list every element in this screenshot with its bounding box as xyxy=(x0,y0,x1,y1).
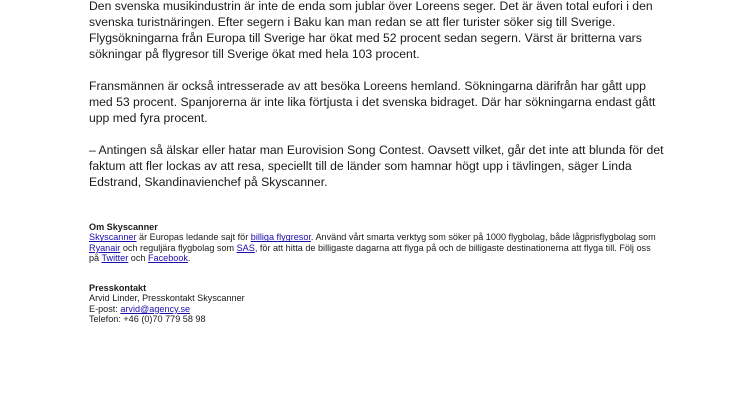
skyscanner-link[interactable]: Skyscanner xyxy=(89,232,137,243)
article-paragraph-2: Fransmännen är också intresserade av att besöka Loreens hemland. Sökningarna därifrån har gått upp med 53 procent. Spanjorerna är inte lika förtjusta i det svenska bidraget. Där har sökningarna endast gått upp med fyra procent. xyxy=(89,79,656,125)
about-heading: Om Skyscanner xyxy=(89,222,158,232)
ryanair-link[interactable]: Ryanair xyxy=(89,242,121,253)
article-paragraph-3: – Antingen så älskar eller hatar man Eurovision Song Contest. Oavsett vilket, går det inte att blunda för det faktum att fler lockas av att resa, speciellt till de länder som hamnar högt upp i tävlingen, säger Linda Edstrand, Skandinavienchef på Skyscanner. xyxy=(89,143,664,189)
about-text: Skyscanner är Europas ledande sajt för billiga flygresor. Använd vårt smarta verktyg som söker på 1000 flygbolag, både lågprisflygbolag som Ryanair och reguljära flygbolag som SAS, för att hitta de billigaste dagarna att flyga på och de billigaste destinationerna att flyga till. Följ oss på Twitter och Facebook. xyxy=(89,232,656,264)
press-name: Arvid Linder, Presskontakt Skyscanner xyxy=(89,293,245,304)
cheap-flights-link[interactable]: billiga flygresor xyxy=(250,232,311,243)
email-link[interactable]: arvid@agency.se xyxy=(120,303,191,314)
press-contact-section xyxy=(89,283,659,325)
press-email-line: E-post: arvid@agency.se xyxy=(89,303,191,314)
sas-link[interactable]: SAS xyxy=(236,242,255,253)
about-section xyxy=(89,222,659,264)
article-paragraph-1: Den svenska musikindustrin är inte de enda som jublar över Loreens seger. Det är även total eufori i den svenska turistnäringen. Efter segern i Baku kan man redan se att fler turister söker sig till Sverige. Flygsökningarna från Europa till Sverige har ökat med 52 procent sedan segern. Värst är britterna vars sökningar på flygresor till Sverige ökat med hela 103 procent. xyxy=(89,0,653,61)
press-phone: Telefon: +46 (0)70 779 58 98 xyxy=(89,314,206,325)
document-page xyxy=(89,0,669,325)
facebook-link[interactable]: Facebook xyxy=(147,253,188,264)
twitter-link[interactable]: Twitter xyxy=(101,253,129,264)
press-heading: Presskontakt xyxy=(89,283,147,293)
